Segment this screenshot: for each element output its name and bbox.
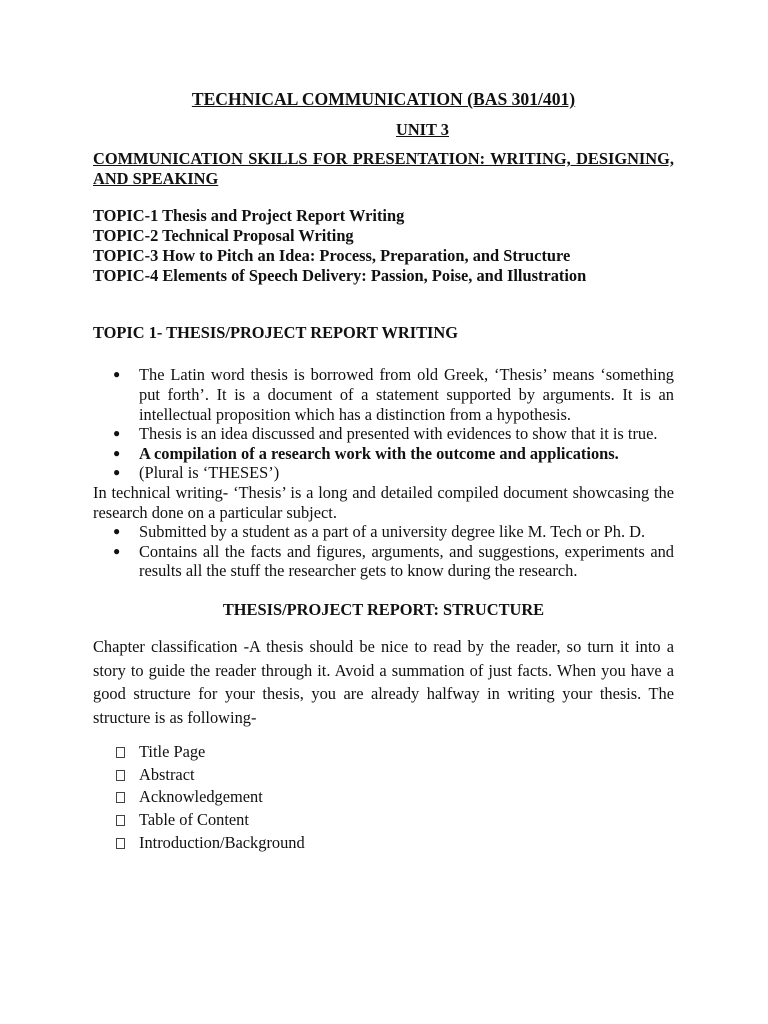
document-title: TECHNICAL COMMUNICATION (BAS 301/401)	[191, 89, 576, 109]
unit-label: UNIT 3	[396, 120, 449, 139]
bullet-text: A compilation of a research work with the outcome and applications.	[139, 443, 619, 463]
topic-item: TOPIC-1 Thesis and Project Report Writing	[93, 206, 405, 226]
bullet-icon: ●	[113, 445, 121, 460]
bullet-text: (Plural is ‘THESES’)	[139, 463, 280, 483]
topic-item: TOPIC-2 Technical Proposal Writing	[93, 225, 354, 245]
structure-list	[93, 741, 674, 854]
section-heading: TOPIC 1- THESIS/PROJECT REPORT WRITING	[93, 323, 458, 343]
topic-item: TOPIC-4 Elements of Speech Delivery: Passion, Poise, and Illustration	[93, 265, 587, 285]
bullet-icon: ●	[113, 543, 121, 558]
bullet-item	[93, 365, 674, 424]
bullet-text: Contains all the facts and figures, arguments, and suggestions, experiments and results all the stuff the researcher gets to know during the research.	[139, 541, 674, 581]
document-page	[93, 88, 674, 854]
checkbox-icon	[116, 747, 125, 758]
thesis-bullet-list-continued	[93, 522, 674, 581]
technical-writing-paragraph: In technical writing- ‘Thesis’ is a long and detailed compiled document showcasing the research done on a particular subject.	[93, 482, 674, 522]
structure-item-label: Introduction/Background	[139, 832, 305, 852]
checkbox-icon	[116, 815, 125, 826]
bullet-text: Thesis is an idea discussed and presented with evidences to show that it is true.	[139, 424, 658, 444]
topic-item: TOPIC-3 How to Pitch an Idea: Process, Preparation, and Structure	[93, 245, 571, 265]
structure-item-label: Table of Content	[139, 810, 249, 830]
bullet-item	[93, 424, 674, 444]
structure-item	[93, 741, 674, 764]
structure-item	[93, 786, 674, 809]
checkbox-icon	[116, 792, 125, 803]
structure-item-label: Acknowledgement	[139, 787, 263, 807]
checkbox-icon	[116, 770, 125, 781]
structure-item	[93, 764, 674, 787]
structure-item	[93, 809, 674, 832]
structure-item-label: Title Page	[139, 742, 206, 762]
bullet-item	[93, 444, 674, 464]
bullet-item	[93, 542, 674, 581]
bullet-item	[93, 463, 674, 483]
bullet-text: The Latin word thesis is borrowed from old Greek, ‘Thesis’ means ‘something put forth’. It is a document of a statement supported by arguments. It is an intellectual proposition which has a distinction from a hypothesis.	[139, 365, 674, 424]
thesis-bullet-list	[93, 365, 674, 483]
structure-item-label: Abstract	[139, 764, 195, 784]
structure-item	[93, 832, 674, 855]
document-subtitle: COMMUNICATION SKILLS FOR PRESENTATION: WRITING, DESIGNING, AND SPEAKING	[93, 149, 674, 188]
bullet-icon: ●	[113, 426, 121, 441]
topic-list	[93, 206, 674, 285]
bullet-icon: ●	[113, 367, 121, 382]
structure-heading: THESIS/PROJECT REPORT: STRUCTURE	[222, 599, 545, 619]
bullet-text: Submitted by a student as a part of a university degree like M. Tech or Ph. D.	[139, 522, 646, 542]
bullet-icon: ●	[113, 524, 121, 539]
structure-paragraph: Chapter classification -A thesis should be nice to read by the reader, so turn it into a story to guide the reader through it. Avoid a summation of just facts. When you have a good structure for your thesis, you are already halfway in writing your thesis. The structure is as following-	[93, 636, 674, 727]
bullet-item	[93, 522, 674, 542]
checkbox-icon	[116, 838, 125, 849]
bullet-icon: ●	[113, 465, 121, 480]
